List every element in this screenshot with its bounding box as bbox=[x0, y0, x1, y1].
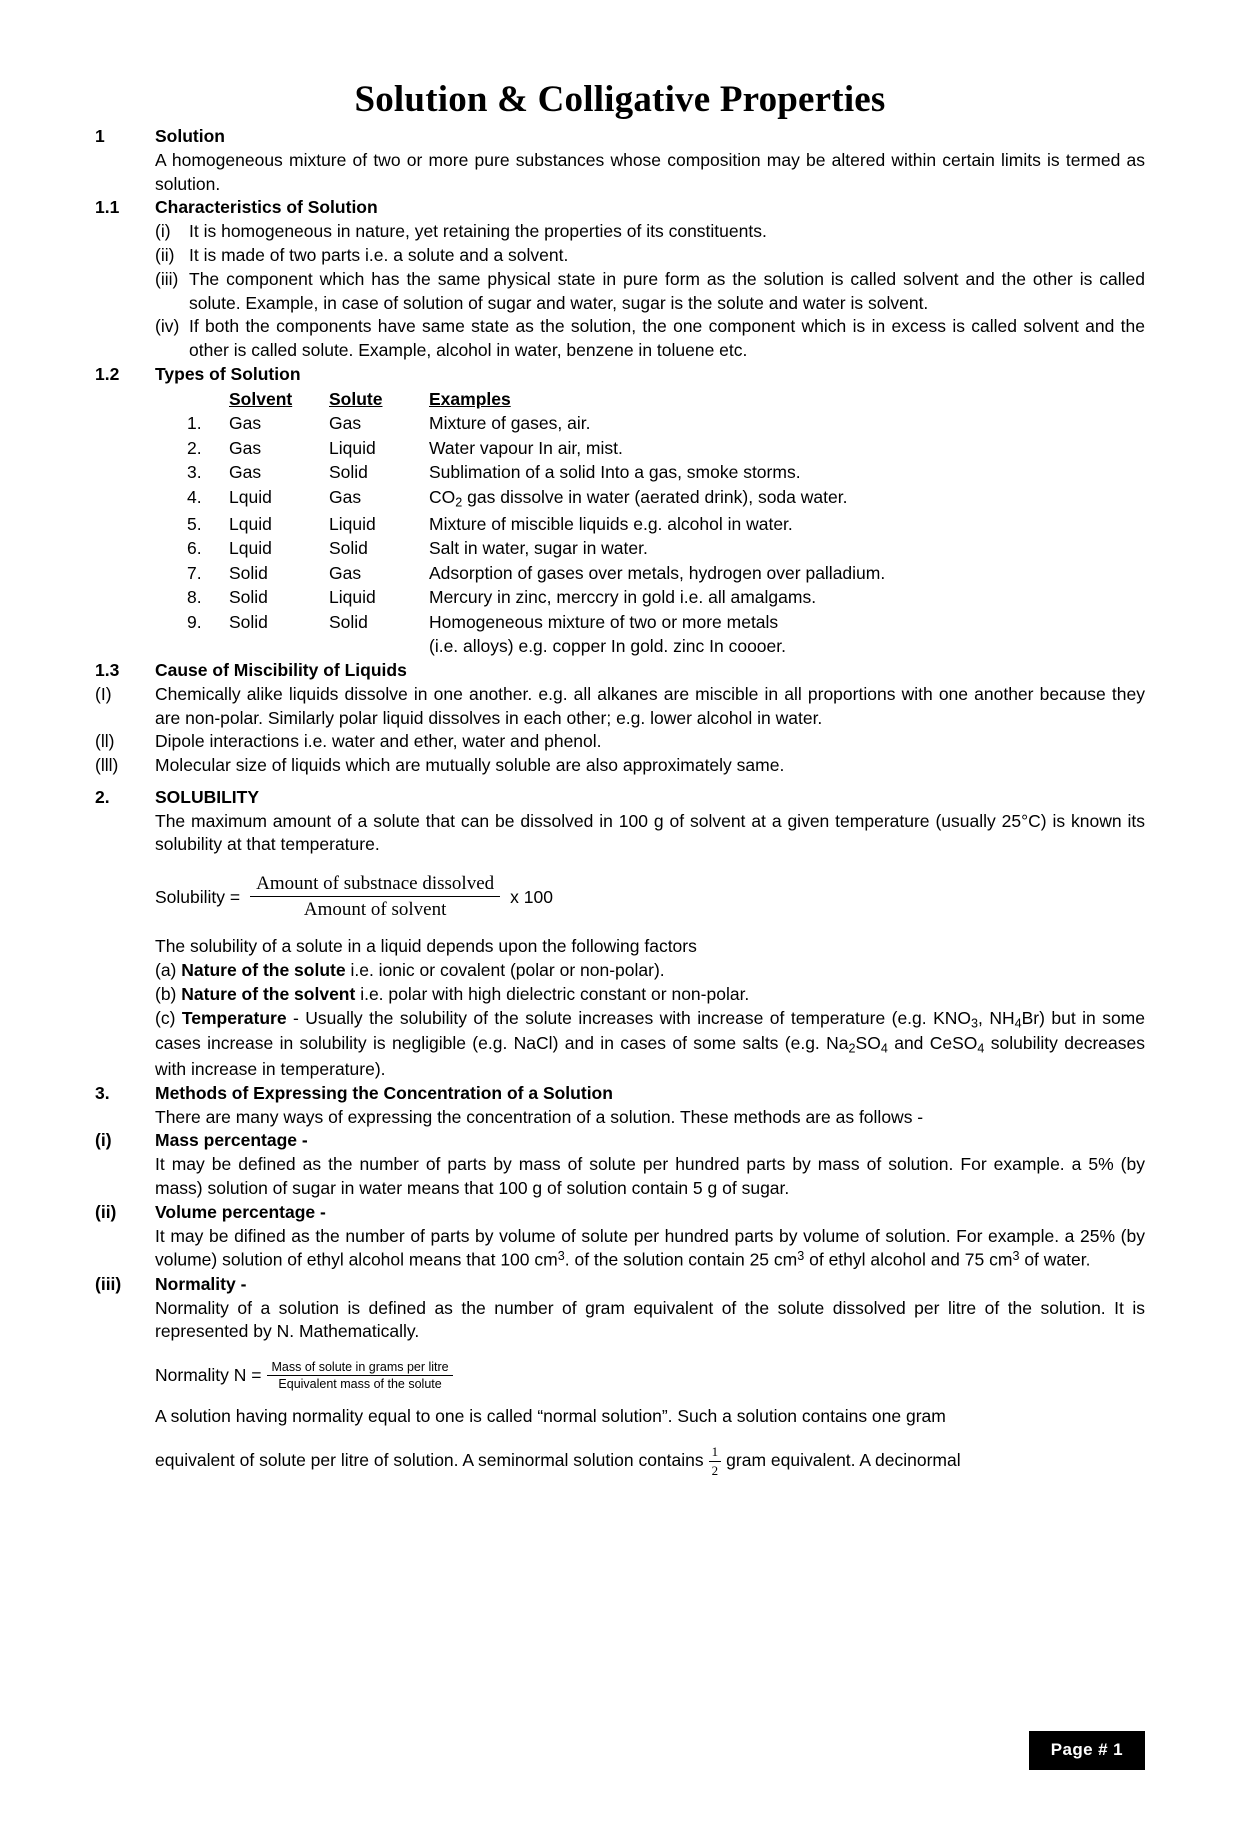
factor-b-row bbox=[95, 983, 1145, 1007]
normality-closing-text-2 bbox=[155, 1443, 1145, 1479]
factor-a-desc: i.e. ionic or covalent (polar or non-polar). bbox=[345, 960, 665, 981]
list-text: Molecular size of liquids which are mutually soluble are also approximately same. bbox=[155, 755, 785, 776]
factor-a-head: Nature of the solute bbox=[181, 960, 346, 981]
factor-c-part6: solubility decreases with increase in temperature). bbox=[155, 1033, 1145, 1079]
method-1-paragraph bbox=[95, 1153, 1145, 1201]
list-text: The component which has the same physical state in pure form as the solution is called solvent and the other is called solute. Example, in case of solution of sugar and water, sugar is the solute and water is solvent. bbox=[189, 268, 1145, 313]
factor-c-sub4: 4 bbox=[880, 1041, 888, 1056]
list-item bbox=[155, 244, 1145, 268]
method-1-title: Mass percentage - bbox=[155, 1130, 308, 1151]
section-1-2-title: Types of Solution bbox=[155, 363, 301, 384]
section-1-number: 1 bbox=[95, 126, 105, 146]
method-3-text: Normality of a solution is defined as the number of gram equivalent of the solute dissolved per litre of the solution. It is represented by N. Mathematically. bbox=[155, 1297, 1145, 1342]
row-example bbox=[429, 485, 885, 512]
row-example-second-line: (i.e. alloys) e.g. copper In gold. zinc In coooer. bbox=[429, 636, 786, 657]
table-row bbox=[187, 585, 885, 610]
closing-part-a: equivalent of solute per litre of solution. A seminormal solution contains bbox=[155, 1449, 704, 1470]
row-solvent: Solid bbox=[229, 587, 268, 608]
table-row bbox=[187, 460, 885, 485]
method-2-sup1: 3 bbox=[557, 1249, 565, 1264]
row-solute-empty bbox=[329, 634, 429, 659]
normality-formula-label: Normality N = bbox=[155, 1365, 262, 1386]
row-solvent-empty bbox=[229, 634, 329, 659]
factor-c-sub5: 4 bbox=[977, 1041, 985, 1056]
section-1-text: A homogeneous mixture of two or more pure substances whose composition may be altered within certain limits is termed as solution. bbox=[155, 149, 1145, 194]
row-solute: Solid bbox=[329, 538, 368, 559]
method-3-heading bbox=[95, 1273, 1145, 1297]
spacer bbox=[95, 778, 1145, 786]
method-2-paragraph bbox=[95, 1225, 1145, 1273]
method-3-title: Normality - bbox=[155, 1273, 247, 1294]
document-page bbox=[0, 78, 1240, 1832]
row-index: 7. bbox=[187, 562, 202, 583]
list-item bbox=[155, 268, 1145, 316]
solubility-fraction bbox=[250, 873, 500, 921]
factor-c-part2: , NH bbox=[978, 1007, 1015, 1028]
section-1-1-title: Characteristics of Solution bbox=[155, 197, 378, 218]
row-index: 4. bbox=[187, 486, 202, 507]
row-index: 6. bbox=[187, 538, 202, 559]
row-example: Sublimation of a solid Into a gas, smoke storms. bbox=[429, 462, 801, 483]
section-1-2-heading bbox=[95, 363, 1145, 387]
fraction-numerator: Amount of substnace dissolved bbox=[250, 873, 500, 897]
factor-b-desc: i.e. polar with high dielectric constant or non-polar. bbox=[355, 983, 750, 1004]
table-header-examples: Examples bbox=[429, 388, 511, 409]
section-1-3-heading bbox=[95, 659, 1145, 683]
section-1-title: Solution bbox=[155, 126, 225, 146]
types-of-solution-table bbox=[187, 387, 885, 659]
list-text: Dipole interactions i.e. water and ether, water and phenol. bbox=[155, 731, 602, 752]
factor-c-part5: and CeSO bbox=[887, 1033, 978, 1054]
factor-c-head: Temperature bbox=[181, 1007, 287, 1028]
solubility-formula-label: Solubility = bbox=[155, 886, 241, 907]
method-2-part2: . of the solution contain 25 cm bbox=[564, 1249, 798, 1270]
section-1-3-item bbox=[95, 754, 1145, 778]
list-text: It is homogeneous in nature, yet retaining the properties of its constituents. bbox=[189, 221, 767, 242]
list-item bbox=[155, 220, 1145, 244]
section-2-heading bbox=[95, 786, 1145, 810]
method-1-heading bbox=[95, 1129, 1145, 1153]
table-row bbox=[187, 436, 885, 461]
formula-co2-post: gas dissolve in water (aerated drink), soda water. bbox=[462, 486, 848, 507]
method-3-number: (iii) bbox=[95, 1273, 122, 1294]
table-header-solvent: Solvent bbox=[229, 388, 293, 409]
section-1-heading bbox=[95, 125, 1145, 149]
list-marker: (lll) bbox=[95, 755, 119, 776]
normality-formula bbox=[155, 1360, 1145, 1391]
section-2-title: SOLUBILITY bbox=[155, 786, 260, 807]
table-header-solute: Solute bbox=[329, 388, 383, 409]
page-number-badge: Page # 1 bbox=[1029, 1731, 1145, 1770]
list-text: It is made of two parts i.e. a solute and a solvent. bbox=[189, 244, 569, 265]
list-marker: (ll) bbox=[95, 731, 115, 752]
row-solute: Gas bbox=[329, 486, 362, 507]
method-2-part3: of ethyl alcohol and 75 cm bbox=[804, 1249, 1013, 1270]
factor-c-part4: SO bbox=[855, 1033, 881, 1054]
fraction-numerator: 1 bbox=[709, 1443, 722, 1462]
factor-b-text bbox=[155, 983, 1145, 1007]
list-text: Chemically alike liquids dissolve in one another. e.g. all alkanes are miscible in all proportions with one another because they are non-polar. Similarly polar liquid dissolves in each other; e.g. lower alcohol in water. bbox=[155, 683, 1145, 728]
factor-c-row bbox=[95, 1007, 1145, 1082]
section-1-1-list bbox=[155, 220, 1145, 363]
row-solvent: Solid bbox=[229, 611, 268, 632]
formula-co2-sub: 2 bbox=[455, 495, 463, 510]
method-1-text: It may be defined as the number of parts by mass of solute per hundred parts by mass of solution. For example. a 5% (by mass) solution of sugar in water means that 100 g of solution contain 5 g of sugar. bbox=[155, 1154, 1145, 1198]
list-marker: (iv) bbox=[155, 316, 180, 337]
table-row bbox=[187, 610, 885, 635]
section-3-heading bbox=[95, 1082, 1145, 1106]
method-3-paragraph bbox=[95, 1297, 1145, 1345]
row-solvent: Gas bbox=[229, 437, 262, 458]
row-solute: Liquid bbox=[329, 587, 376, 608]
factor-c-sub2: 4 bbox=[1014, 1016, 1022, 1031]
table-row bbox=[187, 561, 885, 586]
factor-c-marker: (c) bbox=[155, 1007, 176, 1028]
row-example: Mixture of gases, air. bbox=[429, 413, 591, 434]
row-index: 5. bbox=[187, 513, 202, 534]
section-1-3-title: Cause of Miscibility of Liquids bbox=[155, 659, 407, 680]
closing-part-b: gram equivalent. A decinormal bbox=[726, 1449, 961, 1470]
method-1-number: (i) bbox=[95, 1130, 112, 1151]
method-2-heading bbox=[95, 1201, 1145, 1225]
row-solvent: Lquid bbox=[229, 513, 272, 534]
row-index: 1. bbox=[187, 413, 202, 434]
row-solvent: Lquid bbox=[229, 486, 272, 507]
table-row bbox=[187, 536, 885, 561]
table-row-continuation bbox=[187, 634, 885, 659]
row-solute: Solid bbox=[329, 462, 368, 483]
factor-a-row bbox=[95, 959, 1145, 983]
table-row bbox=[187, 512, 885, 537]
normality-closing-text-1: A solution having normality equal to one is called “normal solution”. Such a solution contains one gram bbox=[155, 1406, 946, 1427]
normality-closing-line-1 bbox=[95, 1405, 1145, 1429]
page-title: Solution & Colligative Properties bbox=[354, 79, 886, 120]
section-1-3-item bbox=[95, 730, 1145, 754]
spacer bbox=[95, 1429, 1145, 1443]
row-index-empty bbox=[187, 634, 229, 659]
method-2-text bbox=[155, 1225, 1145, 1273]
section-2-number: 2. bbox=[95, 786, 110, 807]
list-marker: (I) bbox=[95, 683, 112, 704]
row-index: 9. bbox=[187, 611, 202, 632]
factor-c-text bbox=[155, 1007, 1145, 1082]
row-solute: Gas bbox=[329, 562, 362, 583]
factor-c-part3: Br) but in some cases increase in solubility is negligible (e.g. NaCl) and in cases of some salts (e.g. Na bbox=[155, 1007, 1145, 1054]
table-row bbox=[187, 411, 885, 436]
section-2-paragraph bbox=[95, 810, 1145, 858]
row-example: Salt in water, sugar in water. bbox=[429, 538, 648, 559]
solubility-factors-intro-row bbox=[95, 935, 1145, 959]
factor-c-sub3: 2 bbox=[848, 1041, 856, 1056]
list-marker: (i) bbox=[155, 221, 171, 242]
method-2-part1: It may be difined as the number of parts by volume of solute per hundred parts by volume of solution. For example. a 25% (by volume) solution of ethyl alcohol means that 100 cm bbox=[155, 1225, 1145, 1270]
method-2-part4: of water. bbox=[1019, 1249, 1091, 1270]
row-index: 2. bbox=[187, 437, 202, 458]
method-2-number: (ii) bbox=[95, 1201, 117, 1222]
table-header-row bbox=[187, 387, 885, 412]
normality-closing-line-2 bbox=[95, 1443, 1145, 1479]
section-2-text: The maximum amount of a solute that can be dissolved in 100 g of solvent at a given temperature (usually 25°C) is known its solubility at that temperature. bbox=[155, 810, 1145, 855]
section-1-2-number: 1.2 bbox=[95, 363, 120, 384]
method-2-sup2: 3 bbox=[797, 1249, 805, 1264]
row-solvent: Lquid bbox=[229, 538, 272, 559]
factor-a-text bbox=[155, 959, 1145, 983]
fraction-denominator: 2 bbox=[711, 1462, 719, 1478]
section-1-1-heading bbox=[95, 196, 1145, 220]
document-body bbox=[95, 125, 1145, 1479]
factor-a-marker: (a) bbox=[155, 960, 177, 981]
solubility-factors-intro: The solubility of a solute in a liquid depends upon the following factors bbox=[155, 936, 697, 957]
solubility-formula-tail: x 100 bbox=[510, 886, 553, 907]
section-3-title: Methods of Expressing the Concentration of a Solution bbox=[155, 1082, 613, 1103]
row-example: Homogeneous mixture of two or more metals bbox=[429, 611, 779, 632]
row-index: 3. bbox=[187, 462, 202, 483]
formula-co2-pre: CO bbox=[429, 486, 456, 507]
section-3-number: 3. bbox=[95, 1082, 110, 1103]
row-example: Mercury in zinc, merccry in gold i.e. all amalgams. bbox=[429, 587, 817, 608]
row-solute: Gas bbox=[329, 413, 362, 434]
row-solvent: Gas bbox=[229, 413, 262, 434]
row-solvent: Solid bbox=[229, 562, 268, 583]
factor-c-sub1: 3 bbox=[971, 1016, 979, 1031]
section-1-3-item bbox=[95, 683, 1145, 731]
row-index: 8. bbox=[187, 587, 202, 608]
factor-b-marker: (b) bbox=[155, 983, 177, 1004]
fraction-denominator: Equivalent mass of the solute bbox=[278, 1377, 442, 1392]
section-1-1-number: 1.1 bbox=[95, 197, 120, 218]
table-header-index bbox=[187, 387, 229, 412]
list-marker: (iii) bbox=[155, 268, 179, 289]
half-fraction bbox=[709, 1443, 722, 1479]
factor-b-head: Nature of the solvent bbox=[181, 983, 356, 1004]
normality-fraction bbox=[267, 1360, 452, 1391]
fraction-denominator: Amount of solvent bbox=[303, 899, 447, 921]
fraction-numerator: Mass of solute in grams per litre bbox=[267, 1360, 452, 1376]
section-3-text: There are many ways of expressing the concentration of a solution. These methods are as follows - bbox=[155, 1106, 924, 1127]
list-text: If both the components have same state as the solution, the one component which is in excess is called solvent and the other is called solute. Example, alcohol in water, benzene in toluene etc. bbox=[189, 316, 1145, 361]
row-solute: Liquid bbox=[329, 437, 376, 458]
row-solvent: Gas bbox=[229, 462, 262, 483]
row-example: Adsorption of gases over metals, hydrogen over palladium. bbox=[429, 562, 886, 583]
section-1-3-number: 1.3 bbox=[95, 659, 120, 680]
section-3-paragraph bbox=[95, 1106, 1145, 1130]
row-example: Water vapour In air, mist. bbox=[429, 437, 623, 458]
method-2-sup3: 3 bbox=[1012, 1249, 1020, 1264]
method-2-title: Volume percentage - bbox=[155, 1201, 326, 1222]
row-example: Mixture of miscible liquids e.g. alcohol in water. bbox=[429, 513, 793, 534]
row-solute: Solid bbox=[329, 611, 368, 632]
list-item bbox=[155, 315, 1145, 363]
factor-c-part1: - Usually the solubility of the solute increases with increase of temperature (e.g. KNO bbox=[286, 1007, 971, 1028]
section-1-paragraph bbox=[95, 149, 1145, 197]
solubility-formula bbox=[155, 873, 1145, 921]
list-marker: (ii) bbox=[155, 244, 175, 265]
table-row bbox=[187, 485, 885, 512]
row-solute: Liquid bbox=[329, 513, 376, 534]
